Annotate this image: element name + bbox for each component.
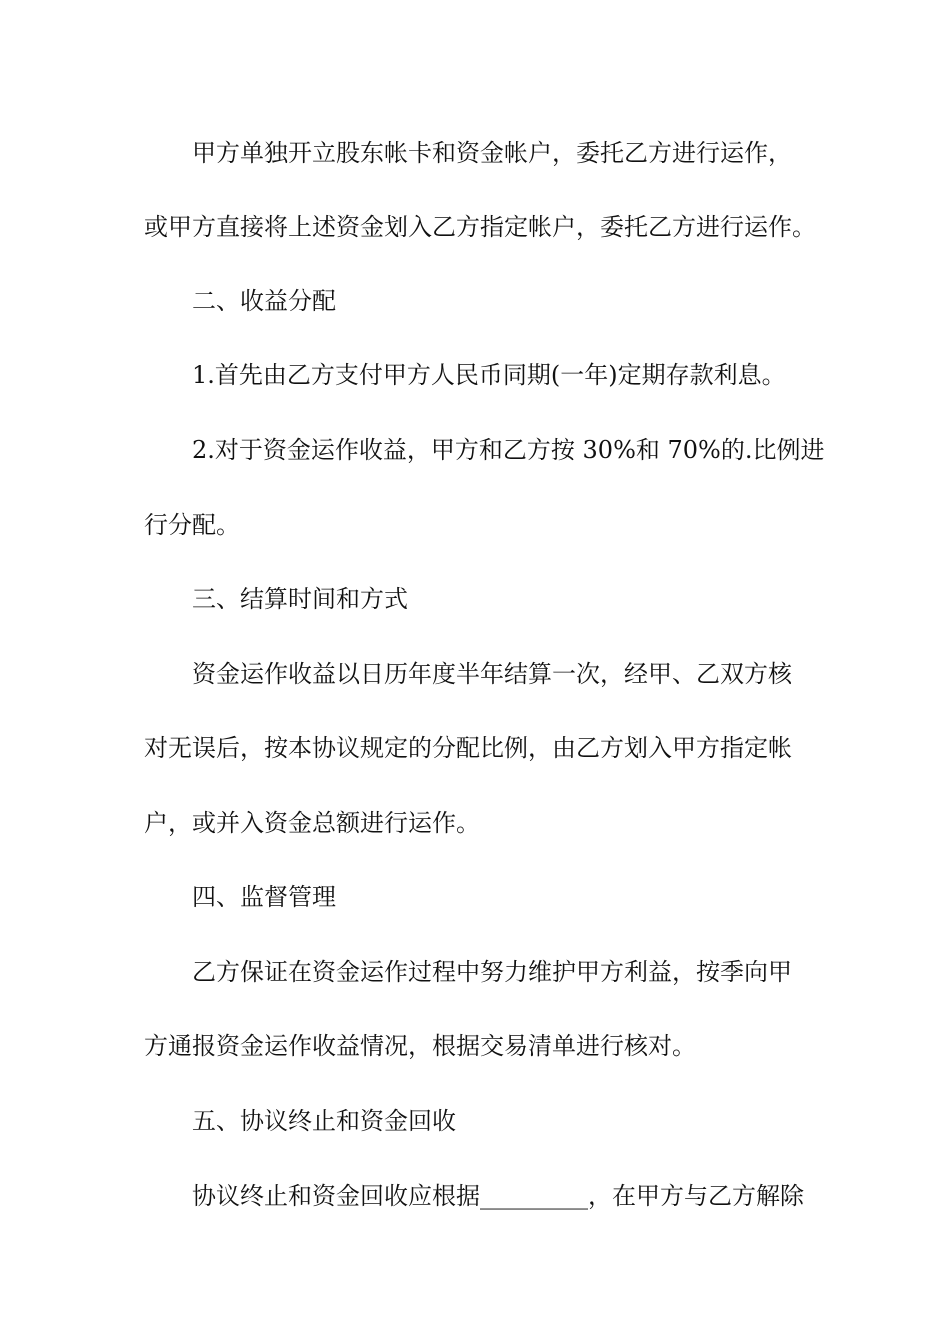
- paragraph-line: 协议终止和资金回收应根据_________，在甲方与乙方解除: [192, 1182, 804, 1210]
- paragraph-line: 方通报资金运作收益情况，根据交易清单进行核对。: [144, 1032, 696, 1060]
- paragraph-line: 行分配。: [144, 511, 240, 539]
- paragraph-line: 2.对于资金运作收益，甲方和乙方按 30%和 70%的.比例进: [192, 436, 825, 464]
- section-heading: 三、结算时间和方式: [192, 585, 408, 613]
- paragraph-line: 资金运作收益以日历年度半年结算一次，经甲、乙双方核: [192, 660, 792, 688]
- paragraph-line: 对无误后，按本协议规定的分配比例，由乙方划入甲方指定帐: [144, 734, 792, 762]
- paragraph-line: 或甲方直接将上述资金划入乙方指定帐户，委托乙方进行运作。: [144, 213, 816, 241]
- paragraph-line: 户，或并入资金总额进行运作。: [144, 809, 480, 837]
- section-heading: 二、收益分配: [192, 287, 336, 315]
- section-heading: 五、协议终止和资金回收: [192, 1107, 456, 1135]
- paragraph-line: 1.首先由乙方支付甲方人民币同期(一年)定期存款利息。: [192, 361, 786, 389]
- paragraph-line: 乙方保证在资金运作过程中努力维护甲方利益，按季向甲: [192, 958, 792, 986]
- section-heading: 四、监督管理: [192, 883, 336, 911]
- paragraph-line: 甲方单独开立股东帐卡和资金帐户，委托乙方进行运作，: [192, 139, 792, 167]
